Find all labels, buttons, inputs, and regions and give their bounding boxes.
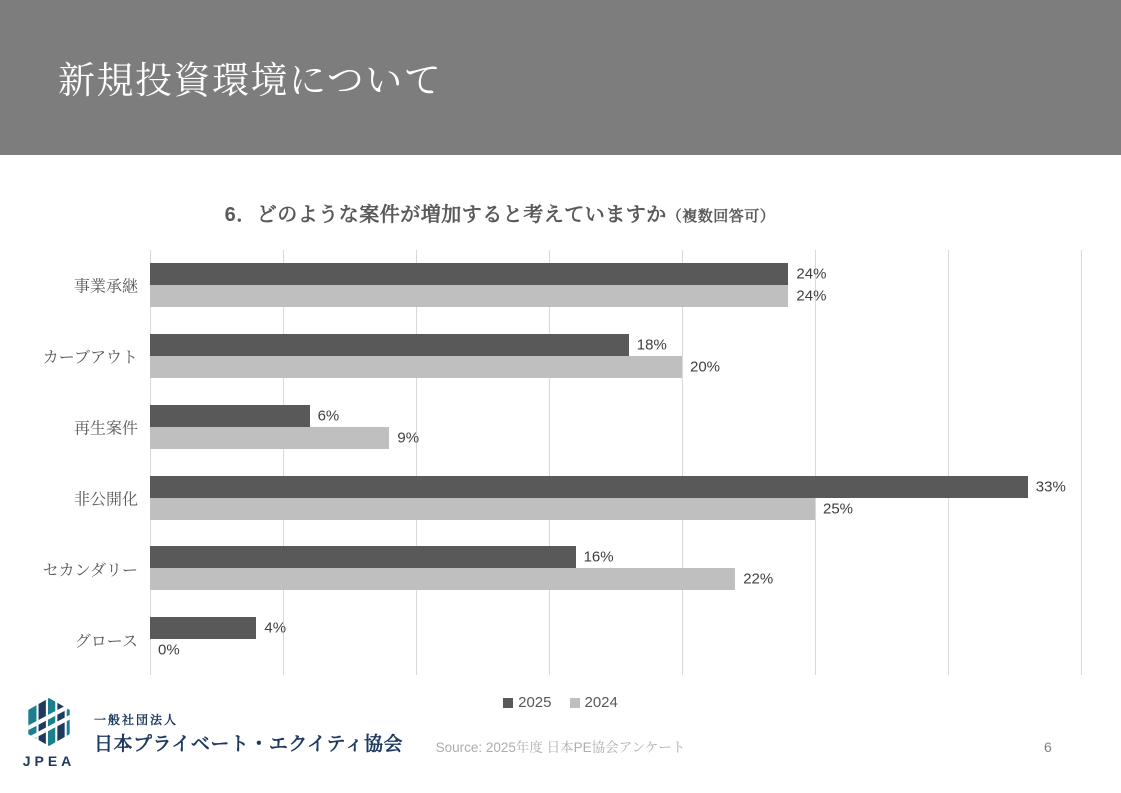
value-label: 4% xyxy=(264,619,287,637)
value-label: 20% xyxy=(690,358,721,376)
value-label: 33% xyxy=(1035,478,1066,495)
gridline xyxy=(416,250,417,675)
jpea-logo-mark xyxy=(20,698,78,769)
chart-title-note: （複数回答可） xyxy=(666,208,776,225)
gridline xyxy=(815,250,816,675)
chart-title-main: 6．どのような案件が増加すると考えていますか xyxy=(224,204,667,226)
jpea-org-prefix: 一般社団法人 xyxy=(94,713,179,727)
bar-2025 xyxy=(150,546,576,568)
jpea-org-name: 日本プライベート・エクイティ協会 xyxy=(94,734,403,755)
jpea-org-text xyxy=(94,698,403,756)
value-label: 6% xyxy=(317,407,340,425)
bar-2024 xyxy=(150,498,815,520)
value-label: 18% xyxy=(636,336,667,354)
bar-2024 xyxy=(150,285,788,307)
value-label: 24% xyxy=(796,287,827,305)
page-title: 新規投資環境について xyxy=(58,60,443,101)
legend-swatch-icon xyxy=(570,698,580,708)
legend-item-2024 xyxy=(570,694,618,711)
bar-2025 xyxy=(150,617,256,639)
legend-label: 2025 xyxy=(518,694,552,711)
category-label: セカンダリー xyxy=(42,562,138,580)
value-label: 9% xyxy=(397,429,420,447)
value-label: 24% xyxy=(796,265,827,283)
legend-item-2025 xyxy=(503,694,551,711)
source-note: Source: 2025年度 日本PE協会アンケート xyxy=(435,740,686,755)
category-label: 非公開化 xyxy=(73,491,138,509)
bar-2024 xyxy=(150,356,682,378)
bar-2025 xyxy=(150,263,788,285)
gridline xyxy=(283,250,284,675)
jpea-hexagon-icon xyxy=(26,698,72,746)
legend-label: 2024 xyxy=(584,694,618,711)
value-label: 0% xyxy=(158,641,180,659)
gridline xyxy=(1081,250,1082,675)
category-label: カーブアウト xyxy=(42,349,138,367)
bar-2024 xyxy=(150,427,389,449)
gridline xyxy=(948,250,949,675)
jpea-logo xyxy=(20,698,403,769)
bar-2025 xyxy=(150,334,629,356)
value-label: 22% xyxy=(743,570,774,588)
gridline xyxy=(549,250,550,675)
chart-title xyxy=(60,198,940,227)
value-label: 25% xyxy=(823,500,854,517)
category-label: グロース xyxy=(74,633,138,651)
page-number: 6 xyxy=(1044,739,1052,755)
header-band xyxy=(0,0,1121,155)
value-label: 16% xyxy=(583,548,614,566)
bar-2025 xyxy=(150,405,310,427)
bar-2024 xyxy=(150,568,735,590)
category-label: 事業承継 xyxy=(73,278,138,296)
gridline xyxy=(682,250,683,675)
bar-chart xyxy=(0,250,1085,675)
legend-swatch-icon xyxy=(503,698,513,708)
category-label: 再生案件 xyxy=(73,420,138,438)
bar-2025 xyxy=(150,476,1028,498)
gridline xyxy=(150,250,151,675)
jpea-acronym: JPEA xyxy=(22,753,76,769)
